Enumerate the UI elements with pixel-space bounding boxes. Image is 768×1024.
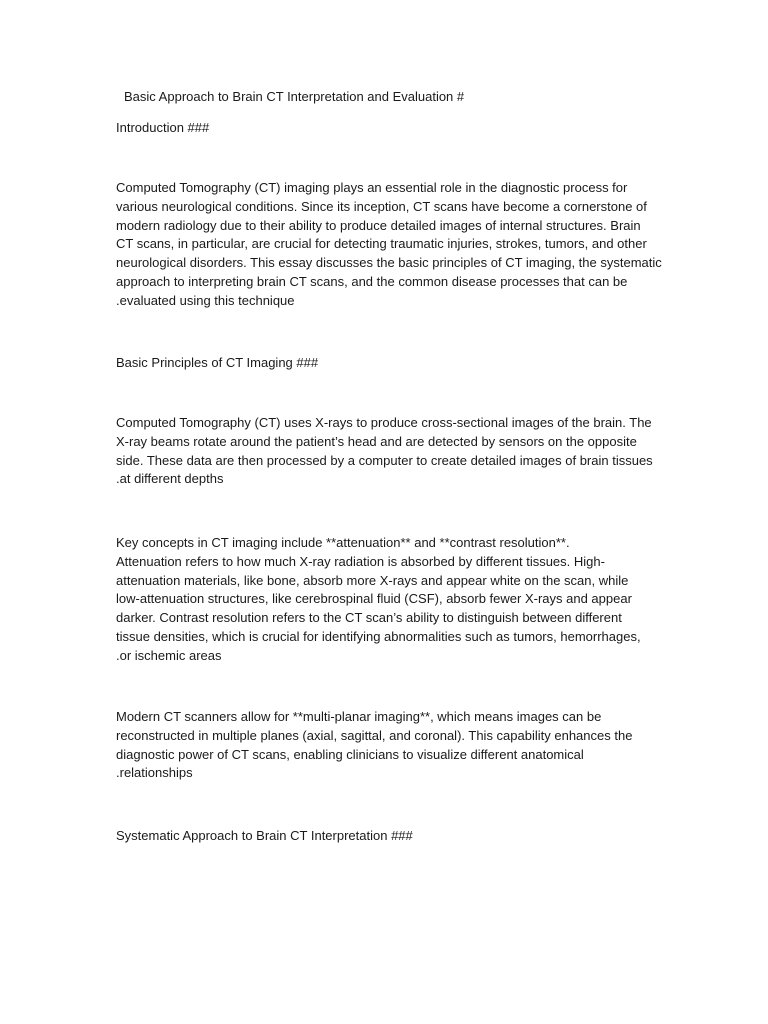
paragraph-line: CT scans, in particular, are crucial for detecting traumatic injuries, strokes, tumors, and other [116,236,647,252]
principles-heading: Basic Principles of CT Imaging ### [116,355,319,370]
paragraph-line: diagnostic power of CT scans, enabling clinicians to visualize different anatomical [116,746,584,762]
principles-paragraph [116,414,661,489]
paragraph-line: darker. Contrast resolution refers to the CT scan’s ability to distinguish between different [116,610,622,625]
paragraph-line: various neurological conditions. Since its inception, CT scans have become a cornerstone of [116,198,647,214]
key-concepts-paragraph [116,534,661,665]
paragraph-line: .or ischemic areas [116,647,222,663]
systematic-approach-heading: Systematic Approach to Brain CT Interpretation ### [116,828,413,843]
paragraph-line: Key concepts in CT imaging include **attenuation** and **contrast resolution**. [116,535,570,550]
paragraph-line: low-attenuation structures, like cerebrospinal fluid (CSF), absorb fewer X-rays and appear [116,591,632,607]
paragraph-line: Modern CT scanners allow for **multi-planar imaging**, which means images can be [116,709,602,724]
paragraph-line: modern radiology due to their ability to produce detailed images of internal structures. Brain [116,217,641,233]
paragraph-line: .evaluated using this technique [116,292,295,308]
paragraph-line: approach to interpreting brain CT scans, and the common disease processes that can be [116,273,628,289]
paragraph-line: .relationships [116,765,193,781]
paragraph-line: Computed Tomography (CT) imaging plays an essential role in the diagnostic process for [116,180,628,195]
paragraph-line: tissue densities, which is crucial for identifying abnormalities such as tumors, hemorrhages, [116,628,641,644]
multiplanar-paragraph [116,708,661,783]
introduction-paragraph [116,179,661,310]
paragraph-line: X-ray beams rotate around the patient’s head and are detected by sensors on the opposite [116,433,637,449]
paragraph-line: side. These data are then processed by a computer to create detailed images of brain tissues [116,452,653,468]
paragraph-line: neurological disorders. This essay discusses the basic principles of CT imaging, the systematic [116,255,662,270]
document-title: Basic Approach to Brain CT Interpretation and Evaluation # [124,89,465,104]
paragraph-line: Attenuation refers to how much X-ray radiation is absorbed by different tissues. High- [116,553,605,569]
paragraph-line: .at different depths [116,471,224,487]
paragraph-line: reconstructed in multiple planes (axial, sagittal, and coronal). This capability enhances the [116,727,633,743]
introduction-heading: Introduction ### [116,120,210,135]
paragraph-line: Computed Tomography (CT) uses X-rays to produce cross-sectional images of the brain. The [116,415,652,430]
paragraph-line: attenuation materials, like bone, absorb more X-rays and appear white on the scan, while [116,572,629,588]
